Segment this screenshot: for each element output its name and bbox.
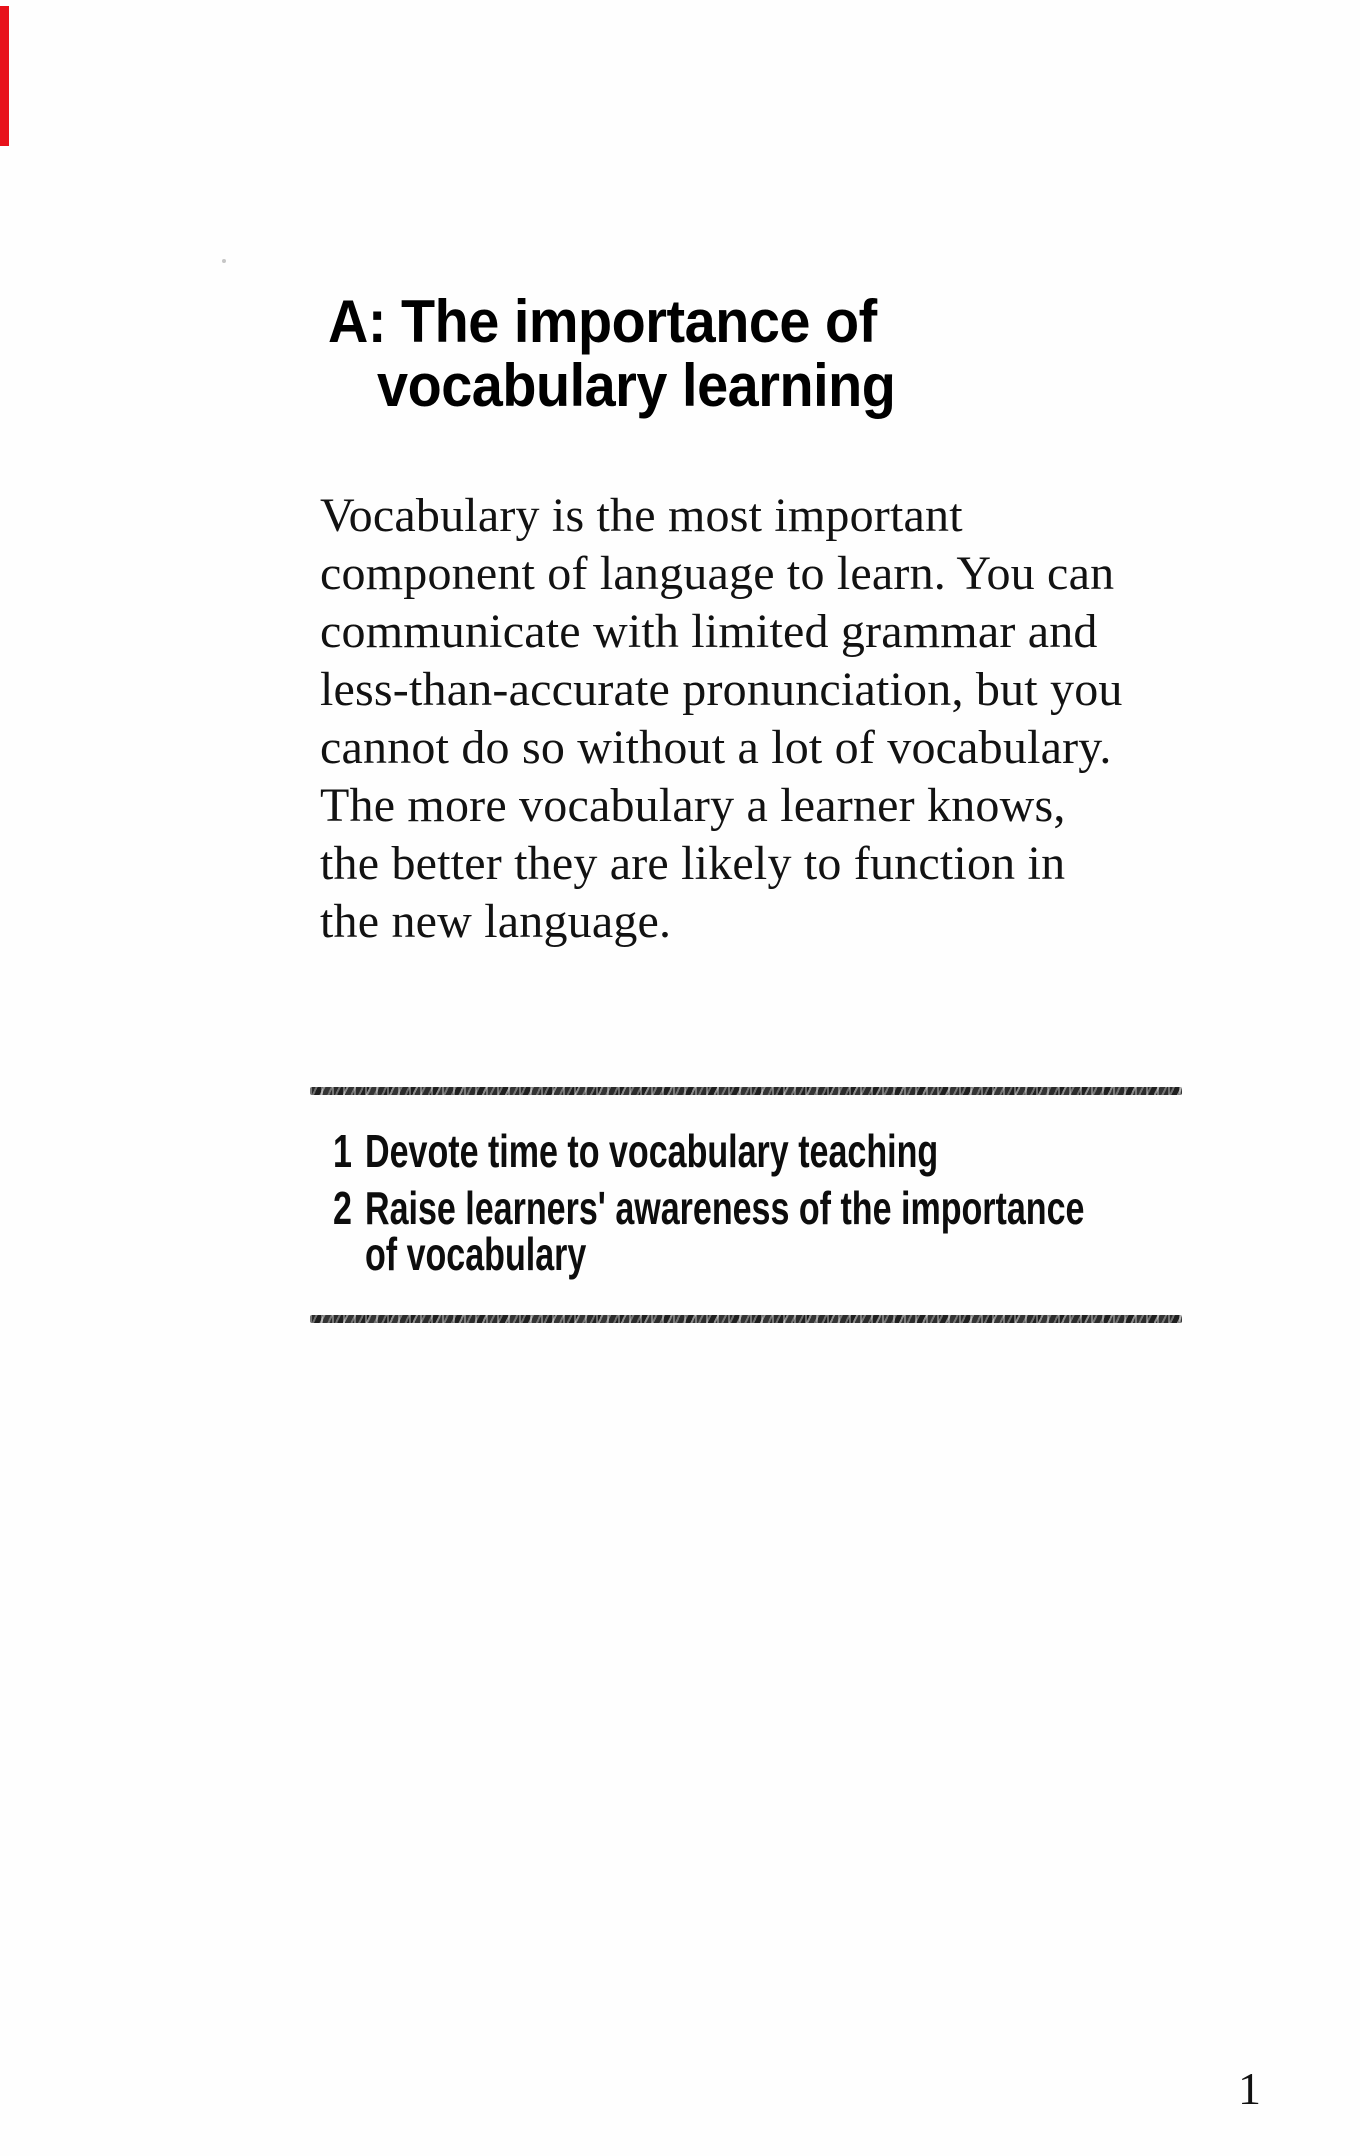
list-item bbox=[333, 1182, 1337, 1280]
page-number: 1 bbox=[1238, 2063, 1261, 2114]
item-text-line: Devote time to vocabulary teaching bbox=[365, 1125, 939, 1177]
paragraph-line: less-than-accurate pronunciation, but you bbox=[320, 663, 1123, 716]
item-text-line: of vocabulary bbox=[365, 1228, 587, 1280]
item-number: 2 bbox=[333, 1182, 352, 1234]
divider-rule-top bbox=[310, 1087, 1182, 1095]
item-number: 1 bbox=[333, 1125, 352, 1177]
heading-line: A: The importance of bbox=[328, 288, 877, 355]
paragraph-line: the new language. bbox=[320, 895, 672, 948]
scan-artifact-red-stripe bbox=[0, 6, 9, 146]
body-paragraph bbox=[320, 487, 1123, 951]
item-text bbox=[365, 1125, 1140, 1177]
paragraph-line: The more vocabulary a learner knows, bbox=[320, 779, 1066, 832]
paragraph-line: component of language to learn. You can bbox=[320, 547, 1115, 600]
tips-list bbox=[333, 1125, 1337, 1280]
heading-line: vocabulary learning bbox=[377, 352, 896, 419]
item-text bbox=[365, 1182, 1337, 1280]
item-text-line: Raise learners' awareness of the importance bbox=[365, 1182, 1085, 1234]
scan-speck bbox=[222, 259, 226, 263]
divider-rule-bottom bbox=[310, 1315, 1182, 1323]
chapter-heading bbox=[328, 290, 934, 418]
list-item bbox=[333, 1125, 1337, 1177]
paragraph-line: Vocabulary is the most important bbox=[320, 489, 963, 542]
paragraph-line: the better they are likely to function in bbox=[320, 837, 1066, 890]
paragraph-line: cannot do so without a lot of vocabulary. bbox=[320, 721, 1112, 774]
paragraph-line: communicate with limited grammar and bbox=[320, 605, 1098, 658]
